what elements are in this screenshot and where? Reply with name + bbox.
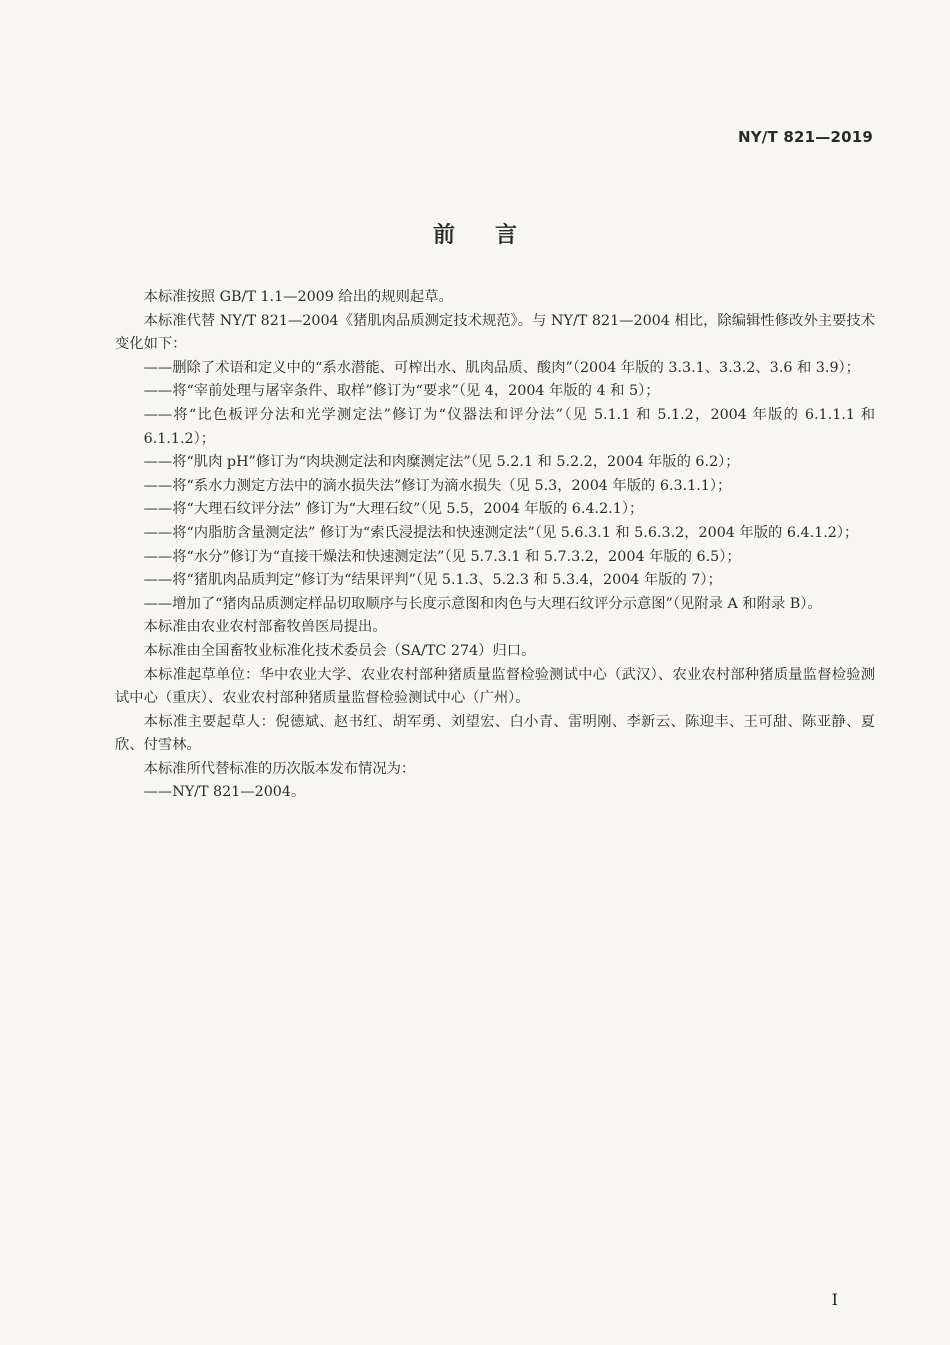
- change-item: ——将“肌肉 pH”修订为“肉块测定法和肉糜测定法”（见 5.2.1 和 5.2.2，2004 年版的 6.2）；: [143, 454, 740, 471]
- paragraph-drafting-units: 本标准起草单位：华中农业大学、农业农村部种猪质量监督检验测试中心（武汉）、农业农村部种猪质量监督检验测试中心（重庆）、农业农村部种猪质量监督检验测试中心（广州）。: [115, 666, 875, 707]
- change-item: ——将“猪肌肉品质判定”修订为“结果评判”（见 5.1.3、5.2.3 和 5.3.4，2004 年版的 7）；: [143, 572, 722, 589]
- foreword-body: [115, 286, 875, 805]
- change-item: ——将“宰前处理与屠宰条件、取样”修订为“要求”（见 4，2004 年版的 4 和 5）；: [143, 383, 660, 400]
- paragraph-drafting-rules: 本标准按照 GB/T 1.1—2009 给出的规则起草。: [143, 289, 453, 305]
- change-item: ——将“内脂肪含量测定法” 修订为“索氏浸提法和快速测定法”（见 5.6.3.1 和 5.6.3.2，2004 年版的 6.4.1.2）；: [143, 524, 859, 541]
- page-number: I: [831, 1290, 838, 1309]
- paragraph-drafters: 本标准主要起草人：倪德斌、赵书红、胡军勇、刘望宏、白小青、雷明刚、李新云、陈迎丰、王可甜、陈亚静、夏欣、付雪林。: [115, 713, 875, 754]
- change-item: ——增加了“猪肉品质测定样品切取顺序与长度示意图和肉色与大理石纹评分示意图”（见附录 A 和附录 B）。: [143, 595, 822, 612]
- paragraph-committee: 本标准由全国畜牧业标准化技术委员会（SA/TC 274）归口。: [143, 642, 536, 659]
- document-code: NY/T 821—2019: [737, 128, 873, 146]
- change-item: ——将“大理石纹评分法” 修订为“大理石纹”（见 5.5，2004 年版的 6.4.2.1）；: [143, 501, 644, 518]
- change-item: ——将“比色板评分法和光学测定法”修订为“仪器法和评分法”（见 5.1.1 和 5.1.2，2004 年版的 6.1.1.1 和 6.1.1.2）；: [143, 406, 875, 447]
- paragraph-replacement: 本标准代替 NY/T 821—2004《猪肌肉品质测定技术规范》。与 NY/T 821—2004 相比，除编辑性修改外主要技术变化如下：: [115, 312, 875, 353]
- change-item: ——删除了术语和定义中的“系水潜能、可榨出水、肌肉品质、酸肉”（2004 年版的 3.3.1、3.3.2、3.6 和 3.9）；: [143, 359, 860, 376]
- history-item: ——NY/T 821—2004。: [143, 784, 306, 801]
- paragraph-history-intro: 本标准所代替标准的历次版本发布情况为：: [143, 760, 416, 777]
- change-item: ——将“水分”修订为“直接干燥法和快速测定法”（见 5.7.3.1 和 5.7.3.2，2004 年版的 6.5）；: [143, 548, 741, 565]
- page-title: 前言: [432, 223, 557, 248]
- paragraph-proposer: 本标准由农业农村部畜牧兽医局提出。: [143, 619, 387, 636]
- change-item: ——将“系水力测定方法中的滴水损失法”修订为滴水损失（见 5.3，2004 年版的 6.3.1.1）；: [143, 477, 732, 494]
